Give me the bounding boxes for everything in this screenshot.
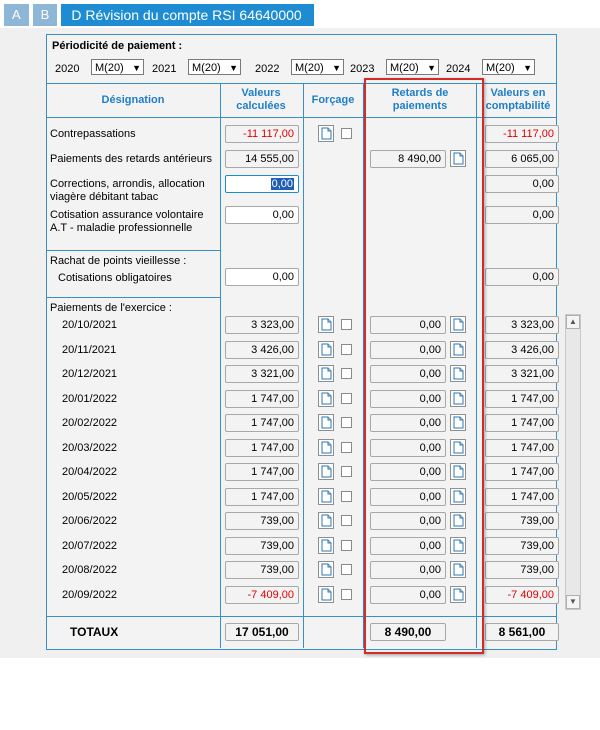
exercice-date: 20/07/2022 (62, 539, 118, 552)
periodicity-select-2024[interactable] (482, 59, 535, 75)
calc-paiements-anterieurs: 14 555,00 (225, 150, 299, 168)
chevron-down-icon: ▼ (229, 63, 238, 73)
exercice-compta: 739,00 (485, 537, 559, 555)
forcage-checkbox[interactable] (341, 589, 352, 600)
select-value: M(20) (95, 62, 124, 74)
document-icon[interactable] (318, 316, 334, 333)
label-totaux: TOTAUX (70, 625, 119, 639)
label-corrections: Corrections, arrondis, allocation viagère débitant tabac (50, 178, 205, 203)
document-icon[interactable] (450, 488, 466, 505)
header-compta: Valeurs en comptabilité (485, 87, 551, 112)
exercice-calc: 3 426,00 (225, 341, 299, 359)
exercice-calc: 1 747,00 (225, 439, 299, 457)
document-icon[interactable] (450, 512, 466, 529)
exercice-retard: 0,00 (370, 561, 446, 579)
compta-paiements-anterieurs: 6 065,00 (485, 150, 559, 168)
periodicity-select-2021[interactable] (188, 59, 241, 75)
document-icon[interactable] (450, 439, 466, 456)
compta-cotisation-assurance: 0,00 (485, 206, 559, 224)
exercice-date: 20/03/2022 (62, 441, 118, 454)
periodicity-title: Périodicité de paiement : (52, 40, 183, 52)
exercice-date: 20/05/2022 (62, 490, 118, 503)
document-icon[interactable] (318, 586, 334, 603)
exercice-calc: 3 323,00 (225, 316, 299, 334)
document-icon[interactable] (450, 150, 466, 167)
retard-paiements-anterieurs: 8 490,00 (370, 150, 446, 168)
forcage-checkbox[interactable] (341, 344, 352, 355)
scroll-down-icon[interactable]: ▼ (566, 595, 580, 609)
exercice-date: 20/11/2021 (62, 343, 117, 356)
revision-frame (46, 34, 557, 650)
calc-cotisations-obligatoires[interactable]: 0,00 (225, 268, 299, 286)
exercice-date: 20/06/2022 (62, 515, 118, 527)
exercice-date: 20/02/2022 (62, 417, 118, 429)
year-label-2021: 2021 (152, 63, 177, 75)
document-icon[interactable] (318, 439, 334, 456)
document-icon[interactable] (450, 341, 466, 358)
exercice-date: 20/01/2022 (62, 392, 118, 405)
exercice-compta: 739,00 (485, 512, 559, 530)
exercice-compta: 1 747,00 (485, 439, 559, 457)
exercice-date: 20/08/2022 (62, 564, 118, 576)
document-icon[interactable] (450, 390, 466, 407)
exercice-calc: 1 747,00 (225, 390, 299, 408)
calc-contrepassations: -11 117,00 (225, 125, 299, 143)
scroll-up-icon[interactable]: ▲ (566, 315, 580, 329)
exercice-retard: 0,00 (370, 537, 446, 555)
exercice-retard: 0,00 (370, 439, 446, 457)
scrollbar[interactable] (565, 314, 581, 610)
exercice-calc: 739,00 (225, 512, 299, 530)
breadcrumb-step-b[interactable]: B (33, 4, 58, 26)
exercice-date: 20/12/2021 (62, 368, 118, 380)
periodicity-select-2023[interactable] (386, 59, 439, 75)
exercice-compta: 1 747,00 (485, 463, 559, 481)
select-value: M(20) (192, 62, 221, 74)
document-icon[interactable] (318, 537, 334, 554)
document-icon[interactable] (318, 463, 334, 480)
exercice-retard: 0,00 (370, 512, 446, 530)
exercice-retard: 0,00 (370, 414, 446, 432)
exercice-retard: 0,00 (370, 488, 446, 506)
total-calc: 17 051,00 (225, 623, 299, 641)
chevron-down-icon: ▼ (132, 63, 141, 73)
document-icon[interactable] (450, 414, 466, 431)
select-value: M(20) (390, 62, 419, 74)
exercice-retard: 0,00 (370, 341, 446, 359)
forcage-checkbox[interactable] (341, 442, 352, 453)
select-value: M(20) (486, 62, 515, 74)
exercice-compta: 1 747,00 (485, 390, 559, 408)
chevron-down-icon: ▼ (427, 63, 436, 73)
document-icon[interactable] (318, 365, 334, 382)
periodicity-select-2022[interactable] (291, 59, 344, 75)
total-retards: 8 490,00 (370, 623, 446, 641)
label-paiements-anterieurs: Paiements des retards antérieurs (50, 153, 213, 165)
document-icon[interactable] (450, 463, 466, 480)
document-icon[interactable] (318, 561, 334, 578)
forcage-checkbox[interactable] (341, 368, 352, 379)
document-icon[interactable] (450, 561, 466, 578)
breadcrumb-current: D Révision du compte RSI 64640000 (61, 4, 313, 26)
exercice-compta: 3 321,00 (485, 365, 559, 383)
forcage-checkbox[interactable] (341, 128, 352, 139)
forcage-checkbox[interactable] (341, 564, 352, 575)
compta-corrections: 0,00 (485, 175, 559, 193)
calc-corrections-input[interactable]: 0,00 (225, 175, 299, 193)
compta-contrepassations: -11 117,00 (485, 125, 559, 143)
breadcrumb (4, 4, 318, 26)
label-cotisations-obligatoires: Cotisations obligatoires (58, 272, 172, 284)
exercice-calc: 1 747,00 (225, 414, 299, 432)
exercice-date: 20/10/2021 (62, 319, 118, 331)
year-label-2022: 2022 (255, 63, 280, 75)
exercice-calc: -7 409,00 (225, 586, 299, 604)
breadcrumb-step-a[interactable]: A (4, 4, 29, 26)
forcage-checkbox[interactable] (341, 540, 352, 551)
document-icon[interactable] (318, 390, 334, 407)
exercice-calc: 1 747,00 (225, 463, 299, 481)
calc-cotisation-assurance[interactable]: 0,00 (225, 206, 299, 224)
exercice-compta: 3 426,00 (485, 341, 559, 359)
header-retards: Retards de paiements (391, 87, 449, 112)
select-value: M(20) (295, 62, 324, 74)
forcage-checkbox[interactable] (341, 417, 352, 428)
document-icon[interactable] (450, 316, 466, 333)
year-label-2024: 2024 (446, 63, 471, 75)
exercice-calc: 739,00 (225, 537, 299, 555)
exercice-compta: -7 409,00 (485, 586, 559, 604)
exercice-calc: 739,00 (225, 561, 299, 579)
label-contrepassations: Contrepassations (50, 128, 136, 140)
exercice-retard: 0,00 (370, 316, 446, 334)
forcage-checkbox[interactable] (341, 393, 352, 404)
year-label-2020: 2020 (55, 63, 80, 75)
chevron-down-icon: ▼ (523, 63, 532, 73)
exercice-date: 20/04/2022 (62, 466, 118, 478)
exercice-date: 20/09/2022 (62, 588, 118, 601)
header-calc: Valeurs calculées (236, 87, 286, 112)
forcage-checkbox[interactable] (341, 466, 352, 477)
exercice-compta: 1 747,00 (485, 414, 559, 432)
exercice-compta: 739,00 (485, 561, 559, 579)
document-icon[interactable] (450, 537, 466, 554)
forcage-checkbox[interactable] (341, 515, 352, 526)
exercice-compta: 3 323,00 (485, 316, 559, 334)
exercice-compta: 1 747,00 (485, 488, 559, 506)
forcage-checkbox[interactable] (341, 491, 352, 502)
periodicity-select-2020[interactable] (91, 59, 144, 75)
document-icon[interactable] (450, 586, 466, 603)
document-icon[interactable] (318, 488, 334, 505)
chevron-down-icon: ▼ (332, 63, 341, 73)
exercice-retard: 0,00 (370, 390, 446, 408)
year-label-2023: 2023 (350, 63, 375, 75)
total-compta: 8 561,00 (485, 623, 559, 641)
compta-cotisations-obligatoires: 0,00 (485, 268, 559, 286)
exercice-retard: 0,00 (370, 365, 446, 383)
exercice-calc: 3 321,00 (225, 365, 299, 383)
document-icon[interactable] (318, 414, 334, 431)
document-icon[interactable] (318, 341, 334, 358)
label-cotisation-assurance: Cotisation assurance volontaire A.T - maladie professionnelle (50, 209, 204, 234)
header-designation: Désignation (101, 94, 165, 106)
label-rachat: Rachat de points vieillesse : (50, 255, 187, 267)
label-exercice: Paiements de l'exercice : (50, 302, 172, 314)
header-forcage: Forçage (311, 94, 355, 106)
document-icon[interactable] (318, 125, 334, 142)
document-icon[interactable] (450, 365, 466, 382)
exercice-retard: 0,00 (370, 463, 446, 481)
exercice-retard: 0,00 (370, 586, 446, 604)
forcage-checkbox[interactable] (341, 319, 352, 330)
document-icon[interactable] (318, 512, 334, 529)
exercice-calc: 1 747,00 (225, 488, 299, 506)
